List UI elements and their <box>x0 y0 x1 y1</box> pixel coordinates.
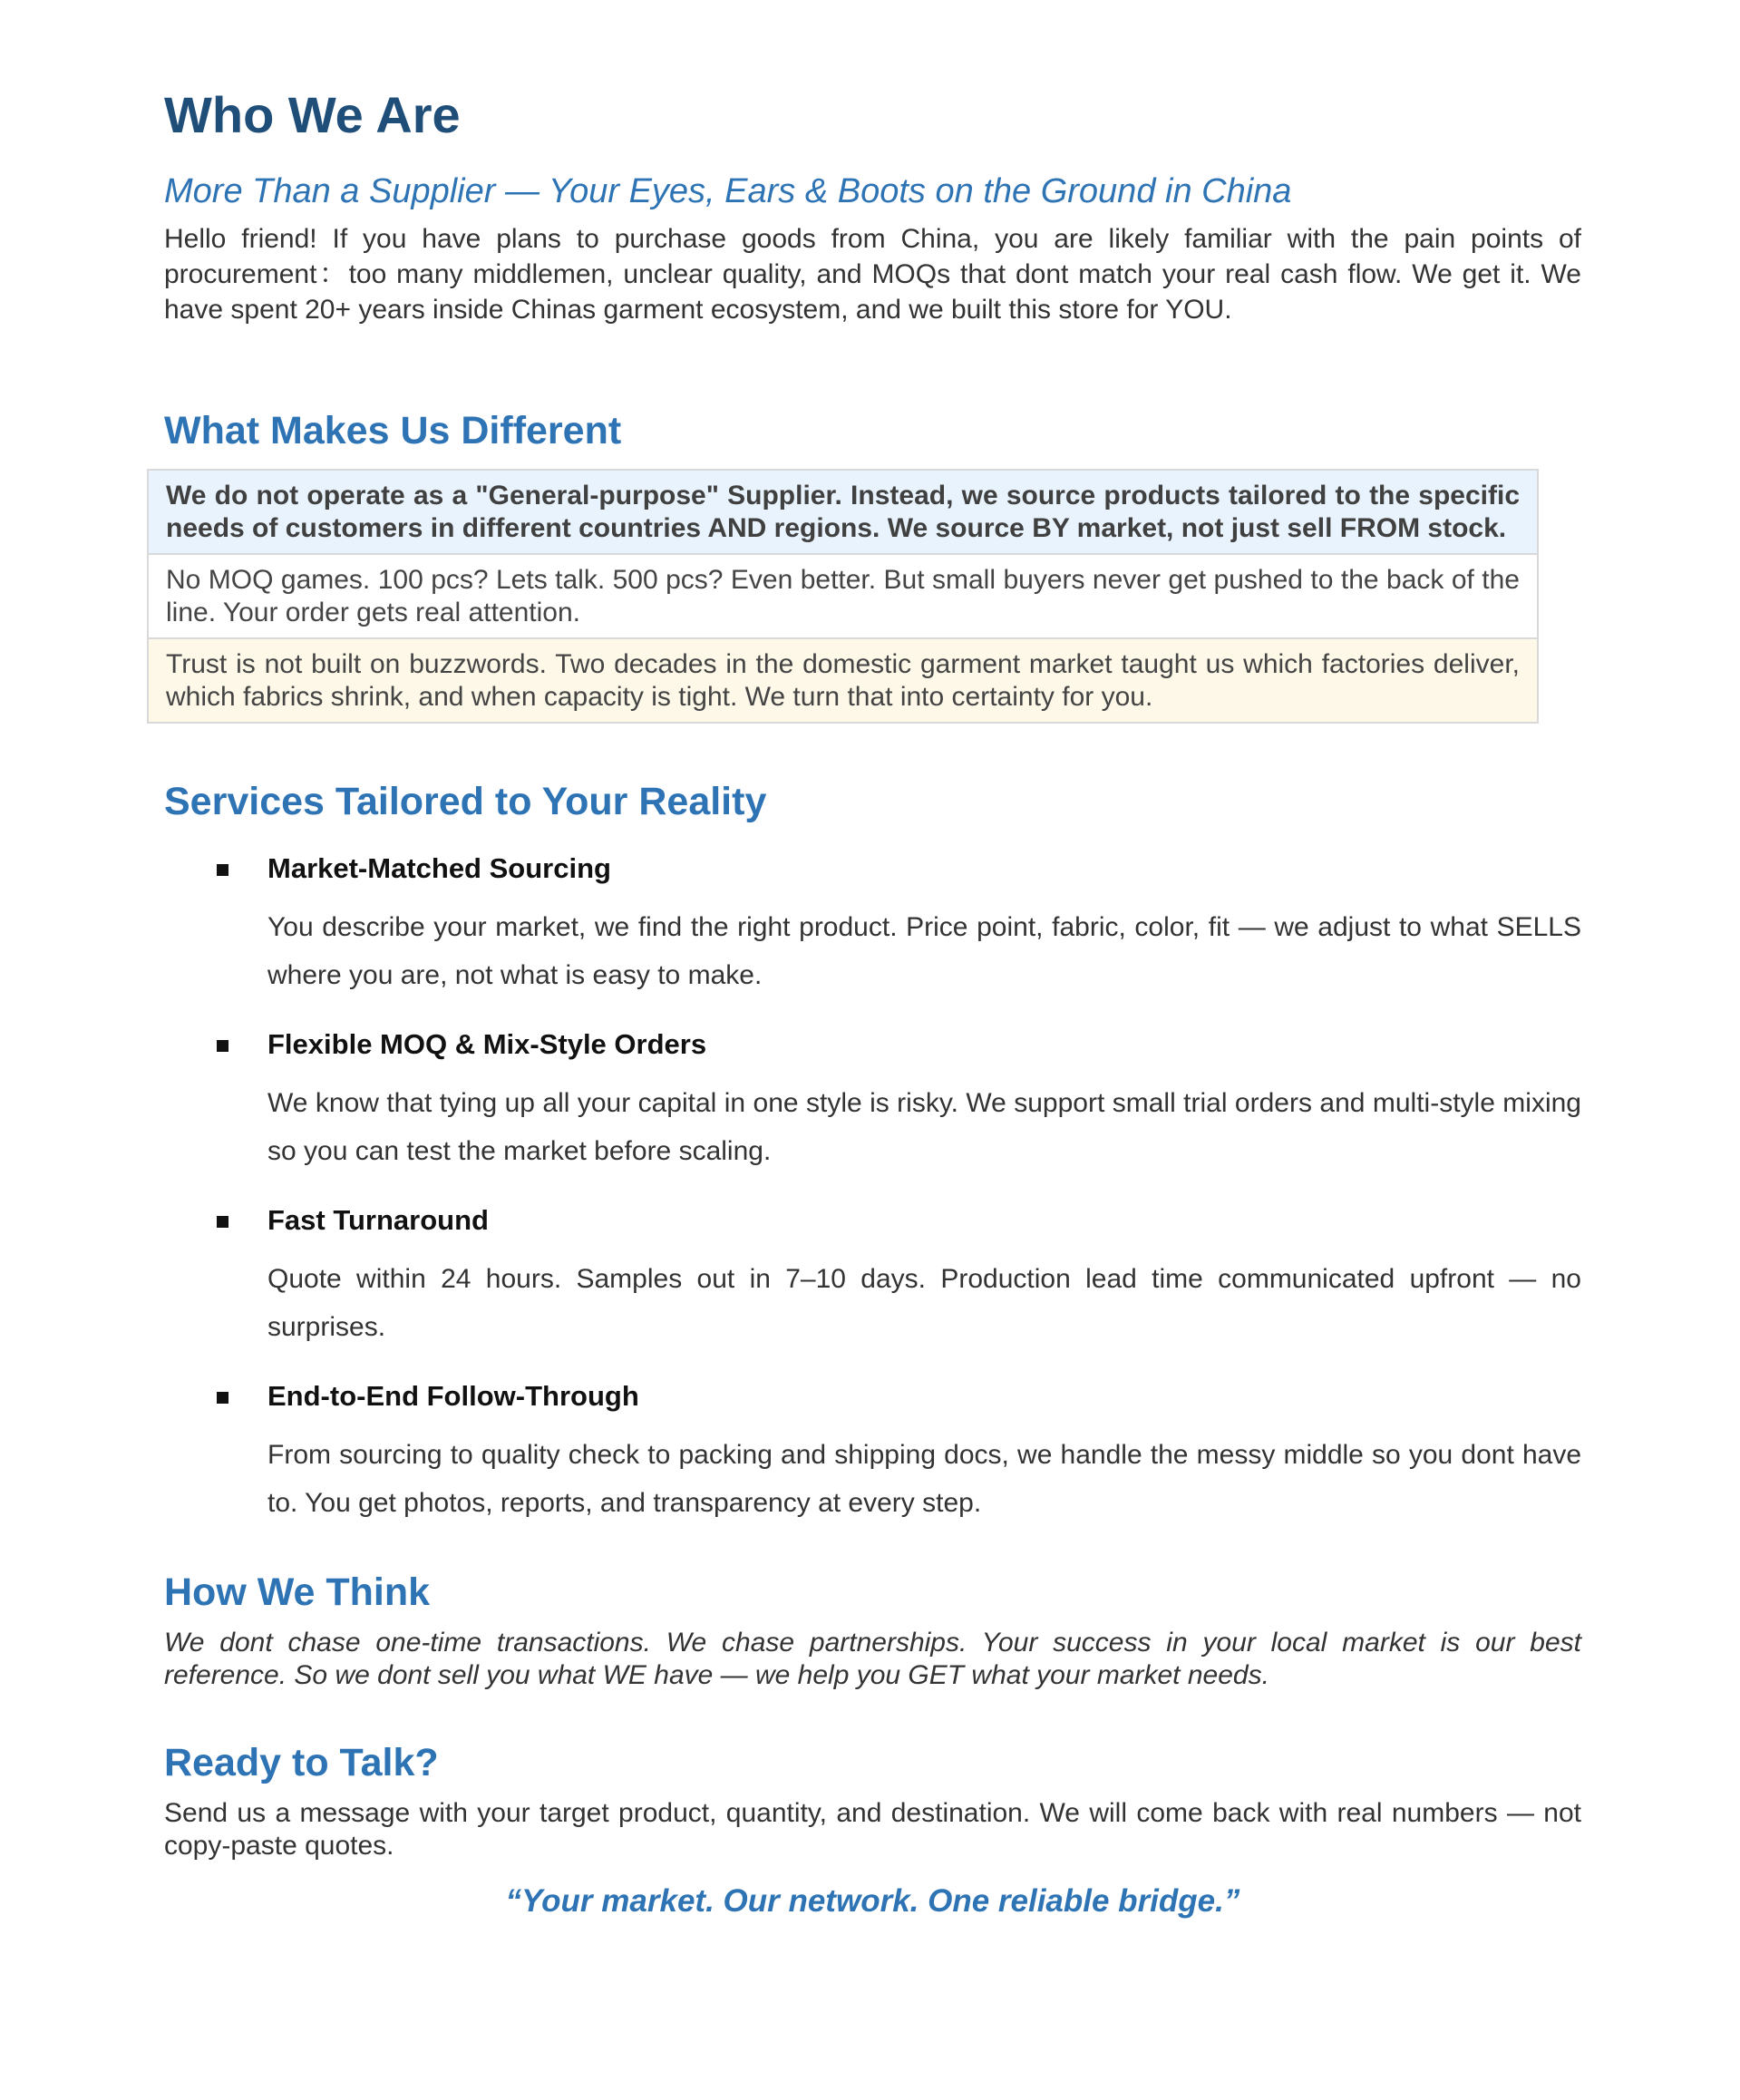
square-bullet-icon <box>217 864 228 876</box>
page-subtitle: More Than a Supplier — Your Eyes, Ears & Boots on the Ground in China <box>164 172 1292 210</box>
think-paragraph: We dont chase one-time transactions. We chase partnerships. Your success in your local market is our best reference. So we dont sell you what WE have — we help you GET what your market needs. <box>164 1628 1581 1690</box>
different-row-trust: Trust is not built on buzzwords. Two decades in the domestic garment market taught us which factories deliver, which fabrics shrink, and when capacity is tight. We turn that into certainty for you. <box>149 637 1537 722</box>
different-heading: What Makes Us Different <box>164 409 622 452</box>
different-row-market: We do not operate as a "General-purpose" Supplier. Instead, we source products tailored to the specific needs of customers in different countries AND regions. We source BY market, not just sell FROM stock. <box>149 471 1537 553</box>
different-box <box>147 469 1539 724</box>
service-title: Flexible MOQ & Mix-Style Orders <box>267 1028 707 1060</box>
service-item <box>164 1202 1581 1351</box>
tagline-quote: “Your market. Our network. One reliable bridge.” <box>505 1883 1240 1919</box>
service-item <box>164 1378 1581 1527</box>
service-description: You describe your market, we find the right product. Price point, fabric, color, fit — we adjust to what SELLS where you are, not what is easy to make. <box>267 912 1581 990</box>
think-heading: How We Think <box>164 1570 431 1614</box>
square-bullet-icon <box>217 1040 228 1052</box>
square-bullet-icon <box>217 1216 228 1228</box>
square-bullet-icon <box>217 1392 228 1404</box>
service-item <box>164 851 1581 999</box>
services-heading: Services Tailored to Your Reality <box>164 780 767 823</box>
ready-heading: Ready to Talk? <box>164 1741 439 1784</box>
intro-paragraph: Hello friend! If you have plans to purchase goods from China, you are likely familiar with the pain points of procurement：too many middlemen, unclear quality, and MOQs that dont match your real cash flow. We get it. We have spent 20+ years inside Chinas garment ecosystem, and we built this store for YOU. <box>164 224 1581 325</box>
service-title: Market-Matched Sourcing <box>267 852 611 884</box>
service-description: We know that tying up all your capital in one style is risky. We support small trial orders and multi-style mixing so you can test the market before scaling. <box>267 1088 1581 1166</box>
service-title: End-to-End Follow-Through <box>267 1380 639 1412</box>
services-list <box>164 851 1581 1527</box>
service-title: Fast Turnaround <box>267 1204 489 1236</box>
ready-paragraph: Send us a message with your target product, quantity, and destination. We will come back with real numbers — not copy-paste quotes. <box>164 1798 1581 1861</box>
service-item <box>164 1026 1581 1175</box>
page-title: Who We Are <box>164 86 461 143</box>
different-row-moq: No MOQ games. 100 pcs? Lets talk. 500 pcs? Even better. But small buyers never get pushed to the back of the line. Your order gets real attention. <box>149 553 1537 637</box>
service-description: Quote within 24 hours. Samples out in 7–10 days. Production lead time communicated upfront — no surprises. <box>267 1264 1581 1342</box>
service-description: From sourcing to quality check to packing and shipping docs, we handle the messy middle so you dont have to. You get photos, reports, and transparency at every step. <box>267 1440 1581 1518</box>
document-page <box>164 83 1581 1922</box>
